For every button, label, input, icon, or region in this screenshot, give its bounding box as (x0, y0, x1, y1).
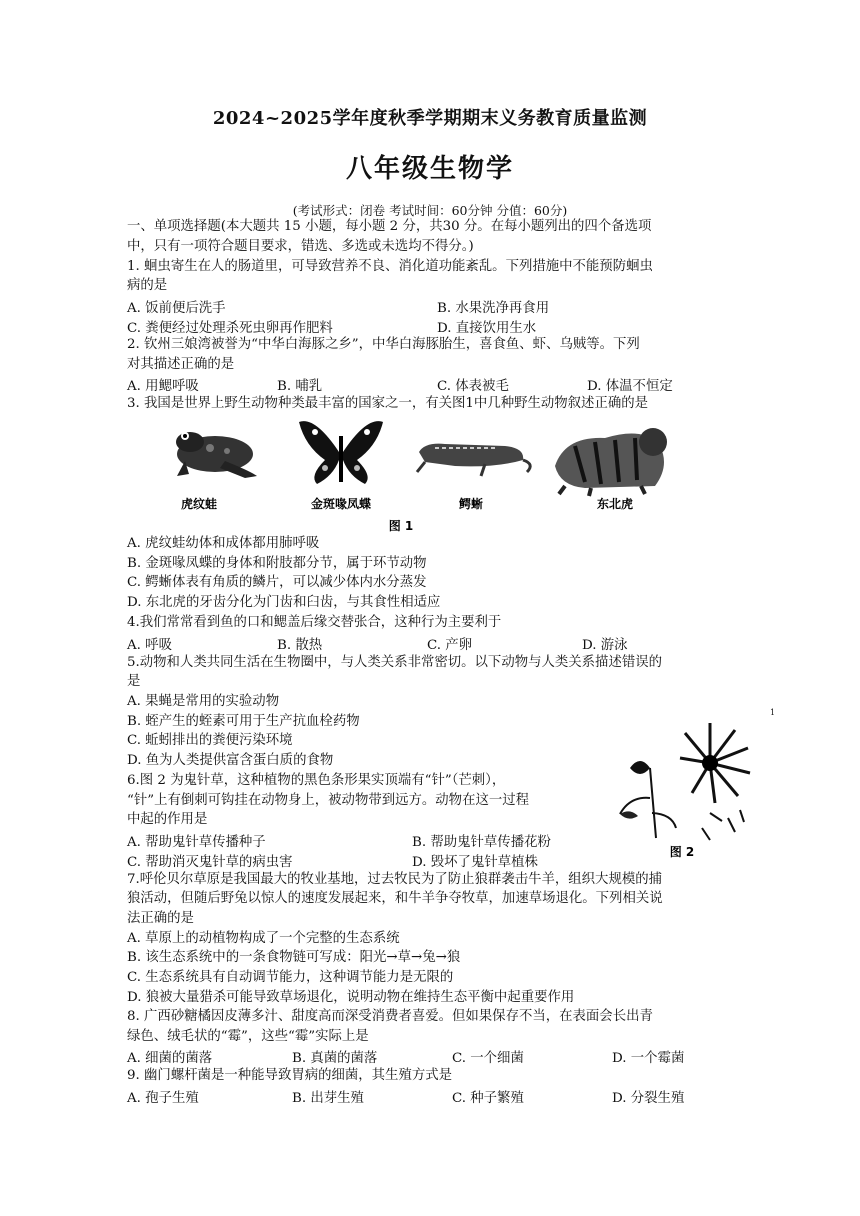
frog-image (176, 432, 257, 478)
q6-option-a: A. 帮助鬼针草传播种子 (127, 835, 266, 850)
section-intro-line1: 一、单项选择题(本大题共 15 小题，每小题 2 分，共30 分。在每小题列出的四个备选项 (127, 219, 652, 234)
q3-option-d: D. 东北虎的牙齿分化为门齿和臼齿，与其食性相适应 (127, 595, 441, 610)
subject-title: 八年级生物学 (345, 154, 514, 184)
q8-stem-line1: 8. 广西砂糖橘因皮薄多汁、甜度高而深受消费者喜爱。但如果保存不当，在表面会长出青 (127, 1009, 653, 1024)
q4-option-a: A. 呼吸 (127, 638, 172, 653)
q1-option-d: D. 直接饮用生水 (437, 321, 537, 336)
q3-option-b: B. 金斑喙凤蝶的身体和附肢都分节，属于环节动物 (127, 556, 427, 571)
q2-stem-line2: 对其描述正确的是 (127, 357, 235, 372)
q7-option-b: B. 该生态系统中的一条食物链可写成：阳光→草→兔→狼 (127, 950, 461, 965)
q7-stem-line3: 法正确的是 (127, 911, 194, 926)
q8-option-d: D. 一个霉菌 (612, 1051, 685, 1066)
q7-option-d: D. 狼被大量猎杀可能导致草场退化，说明动物在维持生态平衡中起重要作用 (127, 990, 575, 1005)
fig1-label-butterfly: 金斑喙凤蝶 (310, 497, 372, 511)
q3-option-c: C. 鳄蜥体表有角质的鳞片，可以减少体内水分蒸发 (127, 575, 427, 590)
q7-option-c: C. 生态系统具有自动调节能力，这种调节能力是无限的 (127, 970, 454, 985)
q6-option-b: B. 帮助鬼针草传播花粉 (412, 835, 551, 850)
fig1-caption: 图 1 (388, 519, 414, 533)
q6-option-d: D. 毁坏了鬼针草植株 (412, 855, 538, 870)
q2-stem-line1: 2. 钦州三娘湾被誉为“中华白海豚之乡”，中华白海豚胎生，喜食鱼、虾、乌贼等。下列 (127, 337, 640, 352)
q1-option-a: A. 饭前便后洗手 (127, 301, 226, 316)
q4-stem-line1: 4.我们常常看到鱼的口和鳃盖后缘交替张合，这种行为主要利于 (127, 615, 502, 630)
q8-stem-line2: 绿色、绒毛状的“霉”，这些“霉”实际上是 (127, 1029, 369, 1044)
q9-option-c: C. 种子繁殖 (452, 1091, 524, 1106)
q9-option-a: A. 孢子生殖 (127, 1091, 199, 1106)
q5-stem-line1: 5.动物和人类共同生活在生物圈中，与人类关系非常密切。以下动物与人类关系描述错误的 (127, 655, 663, 670)
q2-option-d: D. 体温不恒定 (587, 379, 673, 394)
fig2-caption: 图 2 (669, 845, 695, 859)
q6-option-c: C. 帮助消灭鬼针草的病虫害 (127, 855, 293, 870)
q1-option-c: C. 粪便经过处理杀死虫卵再作肥料 (127, 321, 333, 336)
q1-stem-line2: 病的是 (127, 278, 168, 293)
q5-option-b: B. 蛭产生的蛭素可用于生产抗血栓药物 (127, 714, 360, 729)
q1-stem-line1: 1. 蛔虫寄生在人的肠道里，可导致营养不良、消化道功能紊乱。下列措施中不能预防蛔虫 (127, 259, 653, 274)
section-intro-line2: 中，只有一项符合题目要求，错选、多选或未选均不得分。) (127, 239, 474, 254)
q6-stem-line1: 6.图 2 为鬼针草，这种植物的黑色条形果实顶端有“针”（芒刺）， (127, 773, 506, 788)
q4-option-d: D. 游泳 (582, 638, 628, 653)
q5-option-c: C. 蚯蚓排出的粪便污染环境 (127, 733, 293, 748)
exam-meta: (考试形式：闭卷 考试时间：60分钟 分值：60分) (292, 203, 568, 218)
q8-option-c: C. 一个细菌 (452, 1051, 524, 1066)
q5-option-a: A. 果蝇是常用的实验动物 (127, 694, 280, 709)
q1-option-b: B. 水果洗净再食用 (437, 301, 550, 316)
q5-stem-line2: 是 (127, 674, 141, 689)
q7-stem-line2: 狼活动，但随后野兔以惊人的速度发展起来，和牛羊争夺牧草，加速草场退化。下列相关说 (127, 891, 663, 906)
fig1-label-tiger: 东北虎 (596, 497, 634, 511)
q9-stem-line1: 9. 幽门螺杆菌是一种能导致胃病的细菌，其生殖方式是 (127, 1068, 453, 1083)
fig1-label-frog: 虎纹蛙 (180, 497, 218, 511)
tiger-image (555, 428, 667, 496)
q7-stem-line1: 7.呼伦贝尔草原是我国最大的牧业基地，过去牧民为了防止狼群袭击牛羊，组织大规模的捕 (127, 872, 663, 887)
margin-mark: 1 (770, 708, 776, 717)
butterfly-image (299, 421, 383, 484)
q9-option-b: B. 出芽生殖 (292, 1091, 364, 1106)
q5-option-d: D. 鱼为人类提供富含蛋白质的食物 (127, 753, 334, 768)
q3-option-a: A. 虎纹蛙幼体和成体都用肺呼吸 (127, 536, 320, 551)
q8-option-a: A. 细菌的菌落 (127, 1051, 213, 1066)
q6-stem-line3: 中起的作用是 (127, 812, 208, 827)
fig1-label-lizard: 鳄蜥 (458, 497, 484, 511)
figure-2 (610, 718, 760, 863)
figure-1 (165, 416, 695, 534)
q4-option-b: B. 散热 (277, 638, 323, 653)
q7-option-a: A. 草原上的动植物构成了一个完整的生态系统 (127, 931, 400, 946)
exam-title: 2024~2025学年度秋季学期期末义务教育质量监测 (212, 108, 648, 129)
q2-option-c: C. 体表被毛 (437, 379, 509, 394)
q8-option-b: B. 真菌的菌落 (292, 1051, 378, 1066)
q2-option-a: A. 用鳃呼吸 (127, 379, 199, 394)
lizard-image (417, 444, 530, 476)
q2-option-b: B. 哺乳 (277, 379, 323, 394)
q4-option-c: C. 产卵 (427, 638, 473, 653)
q3-stem-line1: 3. 我国是世界上野生动物种类最丰富的国家之一，有关图1中几种野生动物叙述正确的是 (127, 396, 649, 411)
beggarticks-plant-image (620, 723, 750, 840)
q9-option-d: D. 分裂生殖 (612, 1091, 685, 1106)
q6-stem-line2: “针”上有倒刺可钩挂在动物身上，被动物带到远方。动物在这一过程 (127, 793, 530, 808)
